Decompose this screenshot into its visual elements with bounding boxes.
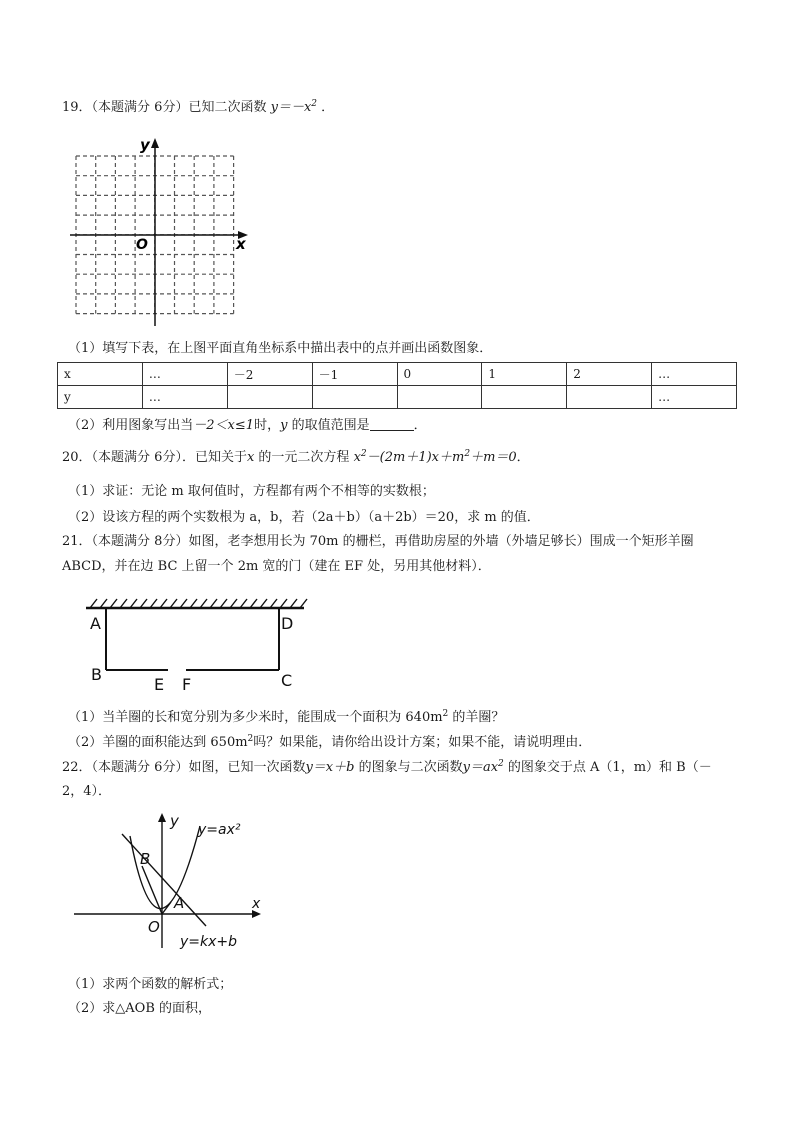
wall-hatch — [200, 599, 207, 608]
label-D: D — [281, 614, 294, 633]
wall-hatch — [90, 599, 97, 608]
wall-hatch — [290, 599, 297, 608]
line-label: y=kx+b — [180, 934, 238, 950]
q21-pen-diagram — [82, 596, 312, 696]
origin-label: O — [136, 237, 148, 253]
q20-equation: $x^2-(2m+1)x+m^2+m=0$ — [353, 449, 517, 465]
x-axis-label: x — [236, 235, 246, 253]
q20-part2: （2）设该方程的两个实数根为 a，b，若（2a＋b）（a＋2b）＝20，求 m 的值． — [68, 510, 540, 525]
table-cell: … — [652, 363, 737, 386]
table-cell-blank[interactable] — [312, 386, 397, 409]
label-C: C — [281, 671, 293, 690]
q19-header: 19．（本题满分 6分）已知二次函数 $y=-x^2$ ． — [62, 99, 335, 115]
wall-hatch — [230, 599, 237, 608]
q21-part1: （1）当羊圈的长和宽分别为多少米时，能围成一个面积为 $640m^2$ 的羊圈？ — [68, 709, 505, 725]
wall-hatch — [210, 599, 217, 608]
table-cell: 0 — [397, 363, 482, 386]
table-cell-blank[interactable] — [482, 386, 567, 409]
q22-function-diagram — [74, 808, 274, 958]
segment-OB — [142, 866, 162, 914]
point-A-label: A — [174, 894, 185, 912]
wall-hatch — [140, 599, 147, 608]
table-cell: … — [142, 386, 227, 409]
q21-line1: 21．（本题满分 8分）如图，老李想用长为 70m 的栅栏，再借助房屋的外墙（外墙足够长）围成一个矩形羊圈 — [62, 534, 694, 549]
table-cell: 2 — [567, 363, 652, 386]
q20-header: 20．（本题满分 6分）．已知关于x 的一元二次方程 $x^2-(2m+1)x+m^2+m=0$． — [62, 449, 530, 465]
wall-hatch — [300, 599, 307, 608]
table-cell: －2 — [227, 363, 312, 386]
y-axis-label: y — [170, 812, 179, 830]
q19-value-table — [57, 362, 737, 409]
q19-coordinate-grid — [68, 136, 258, 336]
wall-hatch — [280, 599, 287, 608]
x-axis-label: x — [252, 896, 261, 912]
answer-blank[interactable] — [370, 416, 414, 431]
q20-part1: （1）求证：无论 m 取何值时，方程都有两个不相等的实数根； — [68, 484, 435, 499]
y-axis-arrow — [151, 138, 159, 148]
label-F: F — [182, 675, 192, 694]
q22-line2: 2，4）． — [62, 784, 112, 799]
q19-part1: （1）填写下表，在上图平面直角坐标系中描出表中的点并画出函数图象． — [68, 341, 493, 356]
label-A: A — [90, 614, 101, 633]
wall-hatch — [250, 599, 257, 608]
q21-part2: （2）羊圈的面积能达到 $650m^2$吗？如果能，请你给出设计方案；如果不能，请说明理由． — [68, 734, 592, 750]
origin-label: O — [148, 918, 160, 936]
label-E: E — [154, 675, 165, 694]
wall-hatch — [180, 599, 187, 608]
q19-function: $y=-x^2$ — [270, 99, 318, 115]
wall-hatch — [270, 599, 277, 608]
y-axis-label: y — [140, 136, 150, 154]
q19-part2: （2）利用图象写出当－2＜x≤1时，y 的取值范围是 ． — [68, 418, 427, 433]
table-cell-blank[interactable] — [227, 386, 312, 409]
wall-hatch — [160, 599, 167, 608]
table-cell: 1 — [482, 363, 567, 386]
wall-hatch — [100, 599, 107, 608]
table-cell: x — [58, 363, 143, 386]
q21-line2: ABCD，并在边 BC 上留一个 2m 宽的门（建在 EF 处，另用其他材料）． — [62, 559, 491, 574]
y-axis-arrow — [158, 813, 166, 822]
table-cell: … — [142, 363, 227, 386]
wall-hatch — [150, 599, 157, 608]
label-B: B — [91, 665, 102, 684]
wall-hatch — [130, 599, 137, 608]
wall-hatch — [220, 599, 227, 608]
wall-hatch — [170, 599, 177, 608]
wall-hatch — [120, 599, 127, 608]
wall-hatch — [240, 599, 247, 608]
table-row-y — [58, 386, 737, 409]
wall-hatch — [260, 599, 267, 608]
wall-hatch — [110, 599, 117, 608]
table-cell: … — [652, 386, 737, 409]
table-cell: －1 — [312, 363, 397, 386]
q22-line1: 22．（本题满分 6分）如图，已知一次函数y＝x＋b 的图象与二次函数$y=ax^2$ 的图象交于点 A（1，m）和 B（－ — [62, 759, 712, 775]
table-cell-blank[interactable] — [567, 386, 652, 409]
q22-part1: （1）求两个函数的解析式； — [68, 977, 233, 992]
wall-hatch — [190, 599, 197, 608]
table-row-x — [58, 363, 737, 386]
point-B-label: B — [140, 850, 151, 868]
table-cell: y — [58, 386, 143, 409]
parabola-label: y=ax² — [198, 822, 241, 838]
table-cell-blank[interactable] — [397, 386, 482, 409]
q22-part2: （2）求△AOB 的面积， — [68, 1001, 212, 1016]
